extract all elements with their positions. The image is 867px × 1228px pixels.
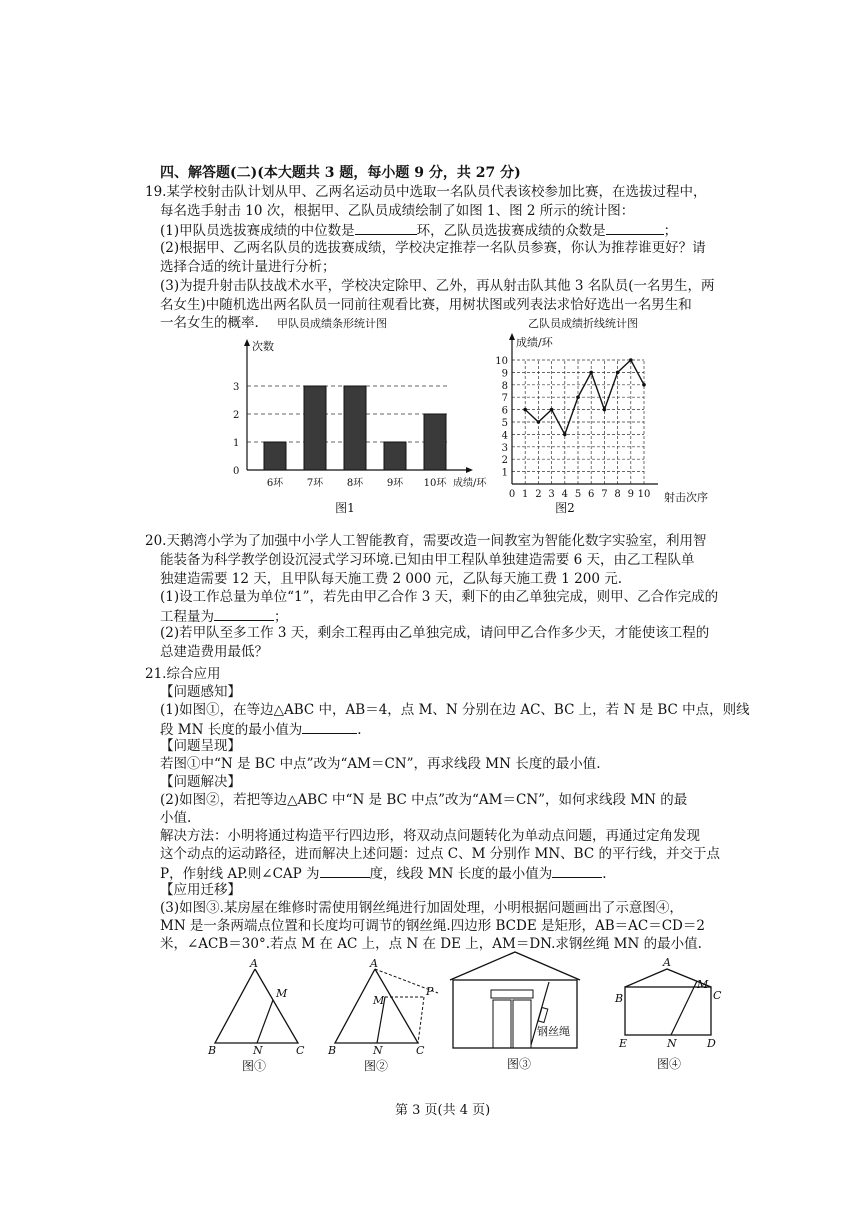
x-tick-label: 3: [548, 489, 555, 500]
q19-line-2: 每名选手射击 10 次，根据甲、乙队员成绩绘制了如图 1、图 2 所示的统计图：: [160, 203, 635, 219]
data-point: [550, 408, 554, 412]
q21-p4c-2: 度，线段 MN 长度的最小值为: [369, 866, 553, 882]
y-tick-label: 6: [501, 405, 508, 417]
data-point: [537, 420, 541, 424]
triangle-abc: [215, 969, 298, 1043]
page-footer: 第 3 页(共 4 页): [395, 1103, 491, 1118]
q21-p1a: (1)如图①，在等边△ABC 中，AB＝4，点 M、N 分别在边 AC、BC 上，若 N 是 BC 中点，则线: [160, 702, 750, 718]
y-tick-label: 1: [233, 438, 240, 449]
answer-blank[interactable]: [302, 719, 357, 734]
figure-3: [445, 950, 585, 1075]
q21-p1b-text: 段 MN 长度的最小值为: [160, 722, 303, 738]
point-label: B: [208, 1044, 217, 1057]
data-point: [576, 395, 580, 399]
y-tick-label: 9: [501, 368, 508, 380]
chart-caption: 图1: [335, 501, 355, 515]
segment-mn: [671, 981, 697, 1035]
q21-heading-2: 【问题呈现】: [160, 738, 241, 754]
x-tick-label: 1: [522, 489, 529, 500]
section-heading: 四、解答题(二)(本大题共 3 题，每小题 9 分，共 27 分): [160, 165, 521, 181]
q21-p4a: 解决方法：小明将通过构造平行四边形，将双动点问题转化为单动点问题，再通过定角发现: [160, 828, 700, 844]
point-label: C: [416, 1044, 425, 1057]
q21-p5c: 米，∠ACB＝30°.若点 M 在 AC 上，点 N 在 DE 上，AM＝DN.求钢丝绳 MN 的最小值.: [160, 936, 702, 952]
answer-blank[interactable]: [320, 863, 370, 878]
data-point: [629, 358, 633, 362]
roof: [450, 952, 580, 980]
q20-line-3: 独建造需要 12 天，且甲队每天施工费 2 000 元，乙队每天施工费 1 200 元.: [160, 571, 623, 587]
point-label: A: [370, 957, 378, 970]
point-label: B: [615, 992, 624, 1005]
x-tick-label: 8环: [346, 478, 364, 489]
q21-title: 21.综合应用: [145, 666, 221, 682]
data-point: [589, 371, 593, 375]
point-label: N: [667, 1037, 677, 1050]
y-tick-label: 1: [501, 467, 508, 479]
y-axis-arrow: [244, 339, 250, 346]
q21-p5b: MN 是一条两端点位置和长度均可调节的钢丝绳.四边形 BCDE 是矩形，AB＝AC＝CD＝2: [160, 918, 705, 934]
q21-p4c-3: .: [602, 866, 607, 882]
data-point: [642, 383, 646, 387]
point-label: A: [663, 956, 671, 969]
q19-line-7: 一名女生的概率.: [160, 315, 259, 331]
q21-heading-3: 【问题解决】: [160, 774, 241, 790]
point-label: C: [713, 989, 722, 1002]
q19-part1-b: 环，乙队员选拔赛成绩的众数是: [416, 223, 606, 239]
figure-caption: 图②: [364, 1059, 389, 1073]
y-tick-label: 10: [495, 356, 508, 367]
door-left: [493, 1000, 511, 1048]
x-tick-label: 5: [574, 489, 582, 500]
q20-line-5-end: ；: [274, 609, 288, 625]
q20-line-1: 20.天鹅湾小学为了加强中小学人工智能教育，需要改造一间教室为智能化数字实验室，利用智: [145, 533, 707, 549]
bar-chart-jia: [215, 312, 500, 522]
q21-p4c-1: P，作射线 AP.则∠CAP 为: [160, 866, 320, 882]
q20-line-7: 总建造费用最低？: [160, 644, 268, 660]
y-tick-label: 2: [501, 455, 508, 467]
x-tick-label: 6: [588, 489, 595, 500]
data-point: [563, 433, 567, 437]
figure-2: [320, 955, 445, 1075]
x-axis-arrow: [466, 467, 473, 473]
x-tick-label: 9: [627, 489, 634, 500]
x-tick-label: 7环: [306, 478, 324, 489]
point-label: N: [373, 1044, 383, 1057]
figure-1: [200, 955, 310, 1075]
q21-p1b-end: .: [357, 722, 362, 738]
q21-p3a: (2)如图②，若把等边△ABC 中“N 是 BC 中点”改为“AM＝CN”，如何求线段 MN 的最: [160, 792, 688, 808]
y-axis-label: 次数: [252, 340, 274, 353]
x-tick-label: 7: [601, 489, 608, 500]
x-tick-label: 4: [561, 489, 568, 500]
data-point: [523, 408, 527, 412]
q19-line-4: 选择合适的统计量进行分析；: [160, 259, 336, 275]
x-axis-label: 射击次序: [664, 491, 708, 504]
x-tick-label: 6环: [266, 478, 284, 489]
point-label: C: [296, 1044, 305, 1057]
chart-caption: 图2: [555, 501, 575, 515]
segment-mn: [257, 1000, 273, 1043]
q21-p5a: (3)如图③.某房屋在维修时需使用钢丝绳进行加固处理，小明根据问题画出了示意图④，: [160, 900, 683, 916]
bar: [344, 386, 366, 470]
q19-line-3: (2)根据甲、乙两名队员的选拔赛成绩，学校决定推荐一名队员参赛，你认为推荐谁更好？请: [160, 240, 706, 256]
data-point: [616, 371, 620, 375]
q19-line-1: 19.某学校射击队计划从甲、乙两名运动员中选取一名队员代表该校参加比赛，在选拔过程中，: [145, 184, 707, 200]
q21-p4b: 这个动点的运动路径，进而解决上述问题：过点 C、M 分别作 MN、BC 的平行线，并交于点: [160, 846, 720, 862]
point-label: D: [707, 1037, 716, 1050]
data-point: [603, 408, 607, 412]
bar: [304, 386, 326, 470]
answer-blank[interactable]: [606, 220, 664, 235]
figure-caption: 图④: [657, 1057, 682, 1071]
y-axis-label: 成绩/环: [516, 336, 553, 349]
q21-heading-4: 【应用迁移】: [160, 882, 241, 898]
bar: [424, 414, 446, 470]
q20-line-6: (2)若甲队至多工作 3 天，剩余工程再由乙单独完成，请问甲乙合作多少天，才能使该工程的: [160, 625, 710, 641]
door-frame: [491, 990, 533, 998]
q19-line-5: (3)为提升射击队技战术水平，学校决定除甲、乙外，再从射击队其他 3 名队员(一名男生，两: [160, 278, 715, 294]
q21-p3b: 小值.: [160, 810, 192, 826]
y-tick-label: 4: [501, 430, 508, 442]
x-tick-label: 9环: [386, 478, 404, 489]
q19-part1-a: (1)甲队员选拔赛成绩的中位数是: [160, 223, 355, 239]
q21-p2: 若图①中“N 是 BC 中点”改为“AM＝CN”，再求线段 MN 长度的最小值.: [160, 756, 601, 772]
point-label: P: [426, 985, 434, 998]
y-tick-label: 5: [501, 418, 508, 429]
x-tick-label: 2: [535, 489, 542, 500]
q19-part1: [160, 220, 677, 241]
bar: [384, 442, 406, 470]
y-axis-arrow: [509, 333, 515, 340]
answer-blank[interactable]: [552, 863, 602, 878]
q20-line-2: 能装备为科学教学创设沉浸式学习环境.已知由甲工程队单独建造需要 6 天，由乙工程队单: [160, 552, 695, 568]
rope-clamp: [538, 1007, 548, 1022]
point-label: B: [328, 1044, 337, 1057]
q19-part1-c: ；: [663, 223, 678, 239]
y-tick-label: 0: [233, 466, 240, 477]
point-label: M: [373, 994, 385, 1007]
y-tick-label: 7: [501, 393, 508, 405]
parallel-cp: [418, 997, 424, 1043]
q20-line-5-text: 工程量为: [160, 609, 214, 625]
chart-title: 乙队员成绩折线统计图: [528, 317, 638, 330]
answer-blank[interactable]: [355, 220, 417, 235]
rectangle-bcde: [625, 987, 711, 1035]
line-chart-yi: [490, 312, 750, 522]
point-label: M: [276, 987, 288, 1000]
door-right: [513, 1000, 531, 1048]
figure-caption: 图③: [507, 1057, 532, 1071]
chart-title: 甲队员成绩条形统计图: [277, 317, 387, 330]
rope-label: 钢丝绳: [537, 1025, 570, 1038]
x-axis-label: 成绩/环: [453, 478, 487, 489]
q19-line-6: 名女生)中随机选出两名队员一同前往观看比赛，用树状图或列表法求恰好选出一名男生和: [160, 297, 692, 313]
point-label: N: [253, 1044, 263, 1057]
x-tick-label: 8: [614, 489, 621, 500]
point-label: M: [697, 978, 709, 991]
q20-line-4: (1)设工作总量为单位“1”，若先由甲乙合作 3 天，剩下的由乙单独完成，则甲、乙合作完成的: [160, 589, 719, 605]
bar: [264, 442, 286, 470]
figure-caption: 图①: [242, 1059, 267, 1073]
q21-heading-1: 【问题感知】: [160, 684, 241, 700]
y-tick-label: 3: [233, 382, 240, 393]
x-tick-label: 10: [637, 489, 651, 500]
point-label: E: [619, 1037, 628, 1050]
y-tick-label: 8: [501, 380, 508, 392]
x-tick-label: 10环: [423, 478, 447, 489]
y-tick-label: 3: [501, 442, 508, 454]
x-tick-label: 0: [508, 489, 516, 500]
point-label: A: [250, 957, 258, 970]
answer-blank[interactable]: [214, 606, 274, 621]
y-tick-label: 2: [233, 410, 240, 421]
figure-4: [605, 955, 730, 1075]
